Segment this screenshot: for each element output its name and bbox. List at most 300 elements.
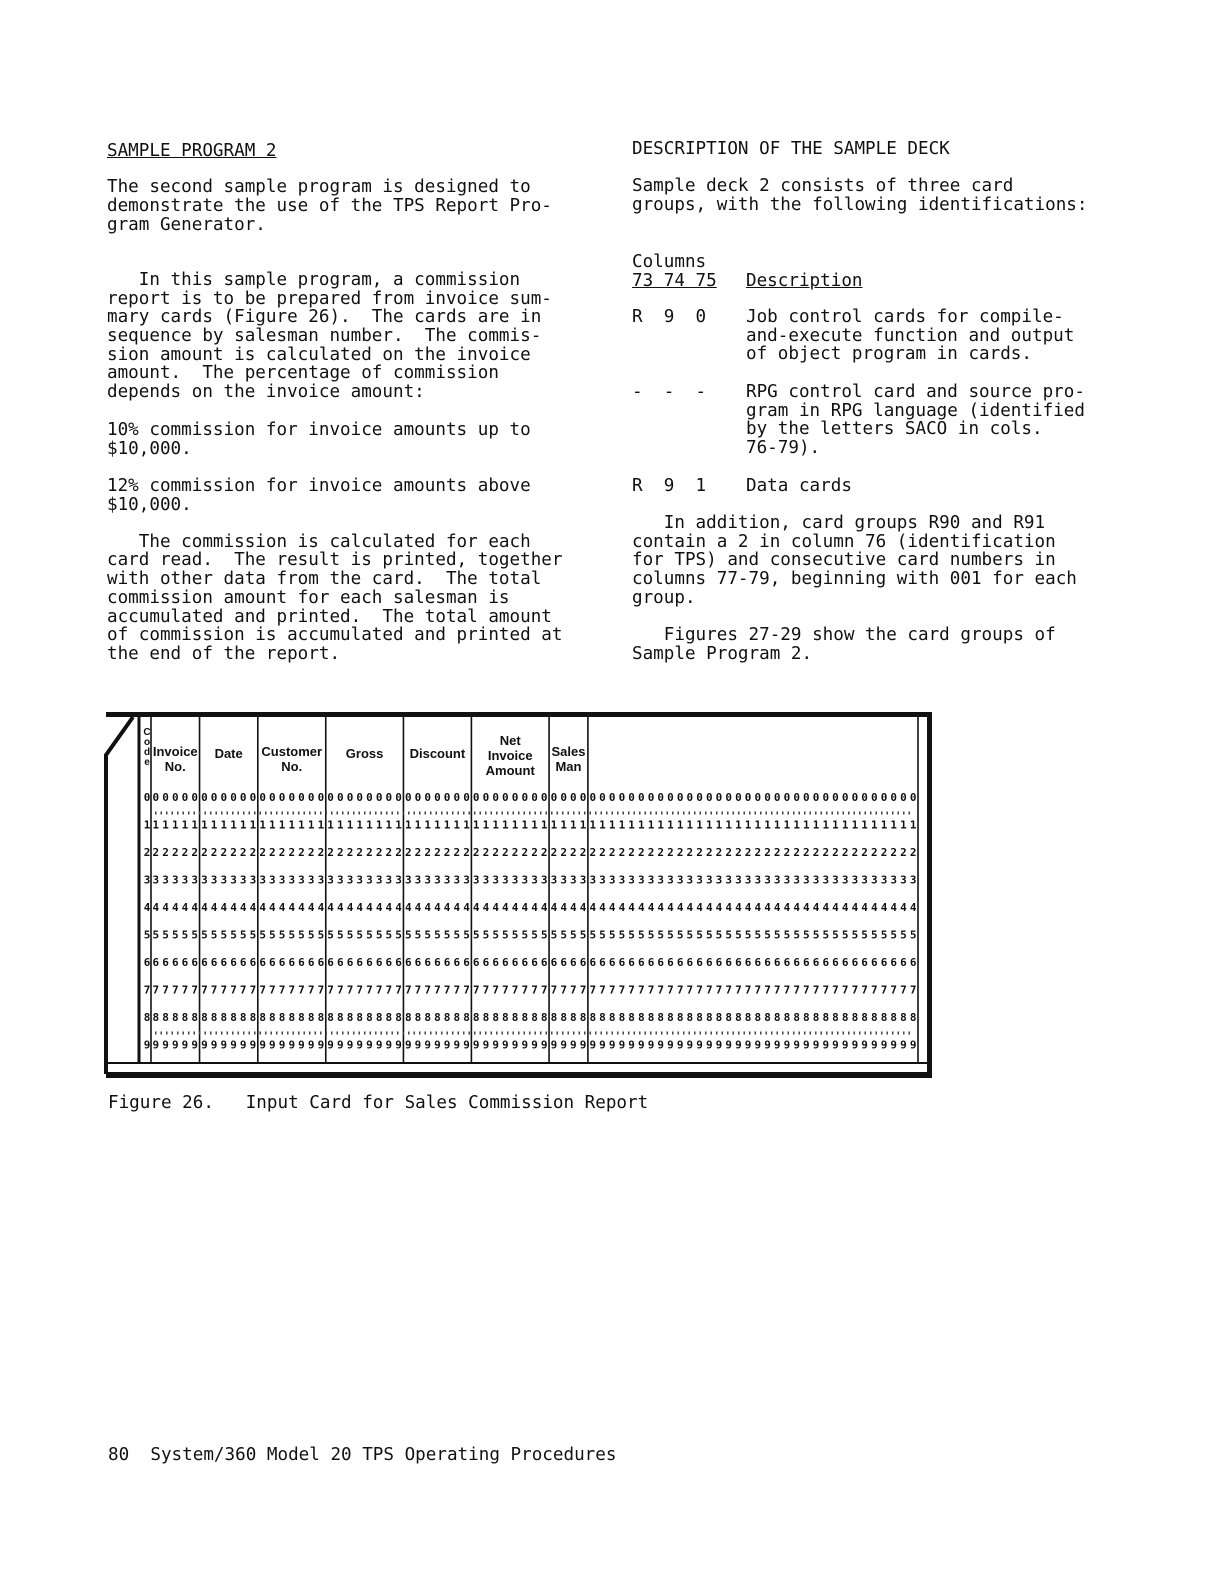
card-digit: 8 (754, 1011, 762, 1024)
card-digit: 4 (909, 901, 917, 914)
card-digit: 5 (356, 928, 364, 942)
card-digit: 5 (502, 928, 509, 942)
card-digit: 8 (375, 1011, 383, 1024)
card-digit: 1 (317, 818, 325, 832)
card-digit: 7 (346, 983, 354, 997)
card-digit: 9 (657, 1038, 665, 1052)
card-digit: 8 (589, 1011, 597, 1024)
card-digit: 4 (754, 901, 762, 914)
card-digit: 2 (210, 846, 218, 859)
card-digit: 9 (754, 1038, 762, 1052)
columns-numbers: 73 74 75 (632, 271, 717, 291)
card-digit: 9 (725, 1038, 732, 1052)
card-digit: 0 (686, 791, 694, 804)
card-digit: 9 (735, 1038, 742, 1052)
card-digit: 8 (841, 1011, 849, 1024)
card-digit: 6 (502, 956, 509, 969)
card-digit: 8 (647, 1011, 655, 1024)
text-line: accumulated and printed. The total amount (107, 607, 552, 627)
card-digit: 0 (618, 791, 626, 804)
card-digit: 1 (725, 818, 732, 832)
card-digit: 4 (832, 901, 839, 914)
card-digit: 1 (259, 818, 266, 832)
card-digit: 5 (754, 928, 762, 942)
card-digit: 5 (531, 928, 538, 942)
card-digit: 6 (696, 956, 703, 969)
card-digit: 8 (793, 1011, 800, 1024)
card-digit: 7 (705, 983, 713, 997)
card-digit: 0 (404, 791, 412, 804)
card-digit: 1 (463, 818, 470, 832)
card-digit: 1 (181, 818, 189, 832)
card-digit: 7 (404, 983, 412, 997)
card-digit: 5 (725, 928, 732, 942)
card-digit: 4 (657, 901, 665, 914)
card-digit: 6 (171, 956, 179, 969)
card-digit: 5 (191, 928, 199, 942)
card-digit: 4 (676, 901, 684, 914)
card-digit: 0 (249, 791, 257, 804)
card-digit: 9 (812, 1038, 820, 1052)
card-digit: 5 (152, 928, 160, 942)
card-digit: 9 (832, 1038, 839, 1052)
card-digit: 6 (540, 956, 548, 969)
card-digit: 3 (628, 873, 635, 887)
card-digit: 3 (715, 873, 723, 887)
card-digit: 5 (230, 928, 237, 942)
card-digit: 5 (705, 928, 713, 942)
card-digit: 8 (715, 1011, 723, 1024)
card-digit: 7 (288, 983, 296, 997)
card-digit: 6 (356, 956, 364, 969)
field-header-label: Invoice (152, 744, 198, 759)
field-header-label: Invoice (487, 748, 533, 763)
card-digit: 7 (171, 983, 179, 997)
card-digit: 5 (472, 928, 480, 942)
card-digit: 7 (647, 983, 655, 997)
card-digit: 6 (317, 956, 325, 969)
card-digit: 9 (608, 1038, 616, 1052)
card-digit: 8 (404, 1011, 412, 1024)
card-digit: 2 (725, 846, 732, 859)
text-line: of commission is accumulated and printed at (107, 625, 563, 645)
card-digit: 0 (521, 791, 529, 804)
card-digit: 2 (705, 846, 713, 859)
card-digit: 9 (599, 1038, 606, 1052)
card-digit: 3 (783, 873, 791, 887)
card-digit: 4 (880, 901, 888, 914)
card-digit: 6 (366, 956, 373, 969)
card-digit: 8 (385, 1011, 393, 1024)
text-line: card read. The result is printed, together (107, 550, 563, 570)
card-digit: 5 (890, 928, 898, 942)
card-digit: 7 (424, 983, 432, 997)
text-line: mary cards (Figure 26). The cards are in (107, 307, 542, 327)
card-digit: 7 (783, 983, 791, 997)
text-line: amount. The percentage of commission (107, 363, 499, 383)
card-digit: 2 (822, 846, 830, 859)
card-digit: 0 (657, 791, 665, 804)
card-digit: 7 (463, 983, 470, 997)
card-digit: 7 (754, 983, 762, 997)
card-digit: 9 (715, 1038, 723, 1052)
card-digit: 3 (482, 873, 490, 887)
card-digit: 3 (900, 873, 907, 887)
card-digit: 6 (201, 956, 208, 969)
card-digit: 8 (870, 1011, 878, 1024)
card-digit: 6 (637, 956, 645, 969)
card-digit: 2 (307, 846, 315, 859)
card-digit: 2 (900, 846, 907, 859)
card-digit: 6 (715, 956, 723, 969)
card-digit: 0 (531, 791, 538, 804)
card-digit: 2 (317, 846, 325, 859)
card-digit: 2 (152, 846, 160, 859)
card-digit: 6 (269, 956, 276, 969)
card-digit: 2 (453, 846, 461, 859)
card-digit: 4 (152, 901, 160, 914)
card-digit: 5 (812, 928, 820, 942)
card-digit: 9 (550, 1038, 558, 1052)
card-digit: 3 (472, 873, 480, 887)
text-line: RPG control card and source pro- (746, 382, 1085, 402)
card-digit: 3 (870, 873, 878, 887)
card-digit: 6 (841, 956, 849, 969)
punch-card-grid (106, 717, 932, 1083)
card-digit: 3 (696, 873, 703, 887)
card-digit: 0 (502, 791, 509, 804)
card-digit: 0 (366, 791, 373, 804)
card-digit: 7 (560, 983, 567, 997)
card-digit: 0 (298, 791, 305, 804)
card-digit: 3 (511, 873, 519, 887)
field-header-label: Customer (261, 744, 323, 759)
card-digit: 2 (230, 846, 237, 859)
card-digit: 8 (434, 1011, 441, 1024)
card-digit: 6 (735, 956, 742, 969)
card-digit: 2 (502, 846, 509, 859)
card-digit: 3 (861, 873, 868, 887)
card-digit: 4 (443, 901, 451, 914)
card-digit: 4 (472, 901, 480, 914)
card-digit: 0 (482, 791, 490, 804)
card-digit: 9 (628, 1038, 635, 1052)
card-digit: 5 (395, 928, 402, 942)
card-digit: 2 (589, 846, 597, 859)
card-digit: 1 (288, 818, 296, 832)
card-digit: 4 (579, 901, 587, 914)
card-digit: 0 (220, 791, 228, 804)
card-digit: 7 (822, 983, 830, 997)
card-digit: 6 (783, 956, 791, 969)
card-digit: 7 (676, 983, 684, 997)
card-digit: 7 (453, 983, 461, 997)
card-digit: 6 (909, 956, 917, 969)
field-header-label: d (143, 747, 151, 758)
card-digit: 7 (239, 983, 247, 997)
card-digit: 0 (463, 791, 470, 804)
card-digit: 7 (725, 983, 732, 997)
card-digit: 4 (414, 901, 422, 914)
card-digit: 2 (191, 846, 199, 859)
card-digit: 6 (764, 956, 771, 969)
card-digit: 8 (414, 1011, 422, 1024)
card-digit: 9 (870, 1038, 878, 1052)
text-line: Sample Program 2. (632, 644, 813, 664)
card-digit: 7 (715, 983, 723, 997)
field-header-label: e (144, 757, 150, 768)
figure-caption: Figure 26. Input Card for Sales Commission Report (108, 1093, 649, 1113)
text-line: Data cards (746, 476, 852, 496)
card-digit: 3 (385, 873, 393, 887)
card-digit: 7 (210, 983, 218, 997)
card-digit: 4 (812, 901, 820, 914)
card-digit: 9 (375, 1038, 383, 1052)
card-digit: 1 (880, 818, 888, 832)
card-digit: 0 (152, 791, 160, 804)
card-digit: 9 (191, 1038, 199, 1052)
card-digit: 3 (210, 873, 218, 887)
card-digit: 8 (453, 1011, 461, 1024)
card-digit: 9 (511, 1038, 519, 1052)
deck-row-cols: - - - (632, 382, 707, 402)
card-digit: 3 (909, 873, 917, 887)
card-digit: 8 (890, 1011, 898, 1024)
card-digit: 3 (803, 873, 810, 887)
card-digit: 2 (385, 846, 393, 859)
card-digit: 0 (346, 791, 354, 804)
card-digit: 8 (657, 1011, 665, 1024)
card-digit: 5 (696, 928, 703, 942)
card-digit: 5 (220, 928, 228, 942)
card-digit: 0 (628, 791, 635, 804)
card-digit: 6 (725, 956, 732, 969)
card-digit: 0 (637, 791, 645, 804)
card-digit: 1 (773, 818, 781, 832)
card-digit: 9 (278, 1038, 286, 1052)
card-digit: 4 (288, 901, 296, 914)
card-digit: 6 (560, 956, 567, 969)
card-digit: 2 (909, 846, 917, 859)
card-digit: 3 (269, 873, 276, 887)
card-digit: 4 (900, 901, 907, 914)
card-digit: 8 (783, 1011, 791, 1024)
card-digit: 6 (570, 956, 577, 969)
card-digit: 1 (337, 818, 344, 832)
card-digit: 9 (560, 1038, 567, 1052)
card-digit: 6 (628, 956, 635, 969)
card-digit: 0 (754, 791, 762, 804)
card-digit: 3 (637, 873, 645, 887)
card-digit: 3 (502, 873, 509, 887)
card-digit: 2 (521, 846, 529, 859)
card-digit: 1 (705, 818, 713, 832)
card-digit: 3 (599, 873, 606, 887)
card-digit: 7 (434, 983, 441, 997)
card-digit: 0 (841, 791, 849, 804)
card-digit: 4 (269, 901, 276, 914)
card-digit: 6 (812, 956, 820, 969)
card-digit: 0 (783, 791, 791, 804)
card-digit: 7 (686, 983, 694, 997)
card-digit: 7 (502, 983, 509, 997)
card-digit: 2 (890, 846, 898, 859)
card-digit: 8 (851, 1011, 859, 1024)
card-digit: 6 (210, 956, 218, 969)
card-digit: 5 (201, 928, 208, 942)
card-digit: 3 (434, 873, 441, 887)
card-digit: 6 (870, 956, 878, 969)
card-digit: 5 (735, 928, 742, 942)
card-digit: 8 (162, 1011, 169, 1024)
card-digit: 1 (162, 818, 169, 832)
card-digit: 0 (725, 791, 732, 804)
card-digit: 5 (453, 928, 461, 942)
card-digit: 8 (366, 1011, 373, 1024)
card-digit: 2 (667, 846, 674, 859)
card-digit: 8 (463, 1011, 470, 1024)
card-digit: 3 (841, 873, 849, 887)
card-digit: 4 (395, 901, 402, 914)
card-digit: 2 (346, 846, 354, 859)
card-digit: 5 (841, 928, 849, 942)
card-digit: 2 (414, 846, 422, 859)
card-digit: 7 (278, 983, 286, 997)
card-digit: 0 (822, 791, 830, 804)
card-digit: 3 (152, 873, 160, 887)
card-digit: 1 (531, 818, 538, 832)
card-digit: 3 (647, 873, 655, 887)
card-digit: 1 (676, 818, 684, 832)
card-digit: 5 (647, 928, 655, 942)
card-digit: 6 (414, 956, 422, 969)
card-digit: 9 (822, 1038, 830, 1052)
card-digit: 3 (404, 873, 412, 887)
card-digit: 2 (599, 846, 606, 859)
card-digit: 5 (599, 928, 606, 942)
card-digit: 9 (152, 1038, 160, 1052)
card-digit: 2 (880, 846, 888, 859)
card-digit: 8 (230, 1011, 237, 1024)
card-digit: 3 (143, 873, 151, 887)
card-digit: 7 (249, 983, 257, 997)
card-digit: 9 (589, 1038, 597, 1052)
card-digit: 4 (162, 901, 169, 914)
field-header-label: No. (281, 759, 303, 774)
card-digit: 3 (327, 873, 334, 887)
card-digit: 0 (570, 791, 577, 804)
card-digit: 0 (191, 791, 199, 804)
card-digit: 2 (492, 846, 499, 859)
card-digit: 7 (337, 983, 344, 997)
card-digit: 2 (288, 846, 296, 859)
card-digit: 0 (550, 791, 558, 804)
card-digit: 2 (143, 846, 151, 859)
card-digit: 7 (414, 983, 422, 997)
card-digit: 5 (288, 928, 296, 942)
card-digit: 5 (793, 928, 800, 942)
card-digit: 8 (502, 1011, 509, 1024)
card-digit: 9 (647, 1038, 655, 1052)
deck-row-cols: R 9 1 (632, 476, 707, 496)
card-digit: 7 (900, 983, 907, 997)
card-digit: 9 (434, 1038, 441, 1052)
card-digit: 5 (317, 928, 325, 942)
card-digit: 6 (259, 956, 266, 969)
card-digit: 3 (249, 873, 257, 887)
card-digit: 3 (822, 873, 830, 887)
card-digit: 8 (909, 1011, 917, 1024)
card-digit: 8 (744, 1011, 752, 1024)
card-digit: 8 (550, 1011, 558, 1024)
card-digit: 6 (152, 956, 160, 969)
card-digit: 1 (570, 818, 577, 832)
card-digit: 7 (579, 983, 587, 997)
card-digit: 0 (162, 791, 169, 804)
text-line: 12% commission for invoice amounts above (107, 476, 531, 496)
card-digit: 6 (657, 956, 665, 969)
card-digit: 5 (210, 928, 218, 942)
card-digit: 6 (773, 956, 781, 969)
card-digit: 6 (472, 956, 480, 969)
card-digit: 3 (540, 873, 548, 887)
card-digit: 4 (220, 901, 228, 914)
section-heading-sample-program-2: SAMPLE PROGRAM 2 (107, 141, 277, 161)
card-digit: 2 (754, 846, 762, 859)
card-digit: 5 (259, 928, 266, 942)
card-digit: 6 (900, 956, 907, 969)
card-digit: 4 (570, 901, 577, 914)
description-label: Description (746, 271, 863, 291)
card-digit: 6 (531, 956, 538, 969)
card-digit: 4 (346, 901, 354, 914)
card-digit: 0 (647, 791, 655, 804)
card-digit: 2 (637, 846, 645, 859)
card-digit: 1 (793, 818, 800, 832)
text-line: group. (632, 588, 696, 608)
card-digit: 8 (803, 1011, 810, 1024)
card-digit: 2 (278, 846, 286, 859)
card-digit: 4 (608, 901, 616, 914)
card-digit: 4 (307, 901, 315, 914)
card-digit: 7 (162, 983, 169, 997)
card-digit: 4 (181, 901, 189, 914)
card-digit: 6 (337, 956, 344, 969)
card-digit: 3 (298, 873, 305, 887)
field-header-label: Net (499, 733, 521, 748)
card-digit: 2 (773, 846, 781, 859)
card-digit: 1 (599, 818, 606, 832)
card-digit: 4 (375, 901, 383, 914)
card-digit: 8 (259, 1011, 266, 1024)
card-digit: 2 (298, 846, 305, 859)
card-digit: 3 (201, 873, 208, 887)
card-digit: 3 (550, 873, 558, 887)
card-digit: 5 (773, 928, 781, 942)
card-digit: 0 (832, 791, 839, 804)
card-digit: 0 (171, 791, 179, 804)
card-digit: 9 (618, 1038, 626, 1052)
card-digit: 9 (298, 1038, 305, 1052)
card-digit: 4 (637, 901, 645, 914)
card-digit: 4 (550, 901, 558, 914)
text-line: demonstrate the use of the TPS Report Pro- (107, 196, 552, 216)
card-digit: 7 (356, 983, 364, 997)
card-digit: 2 (540, 846, 548, 859)
card-digit: 7 (269, 983, 276, 997)
card-digit: 5 (404, 928, 412, 942)
card-digit: 6 (327, 956, 334, 969)
